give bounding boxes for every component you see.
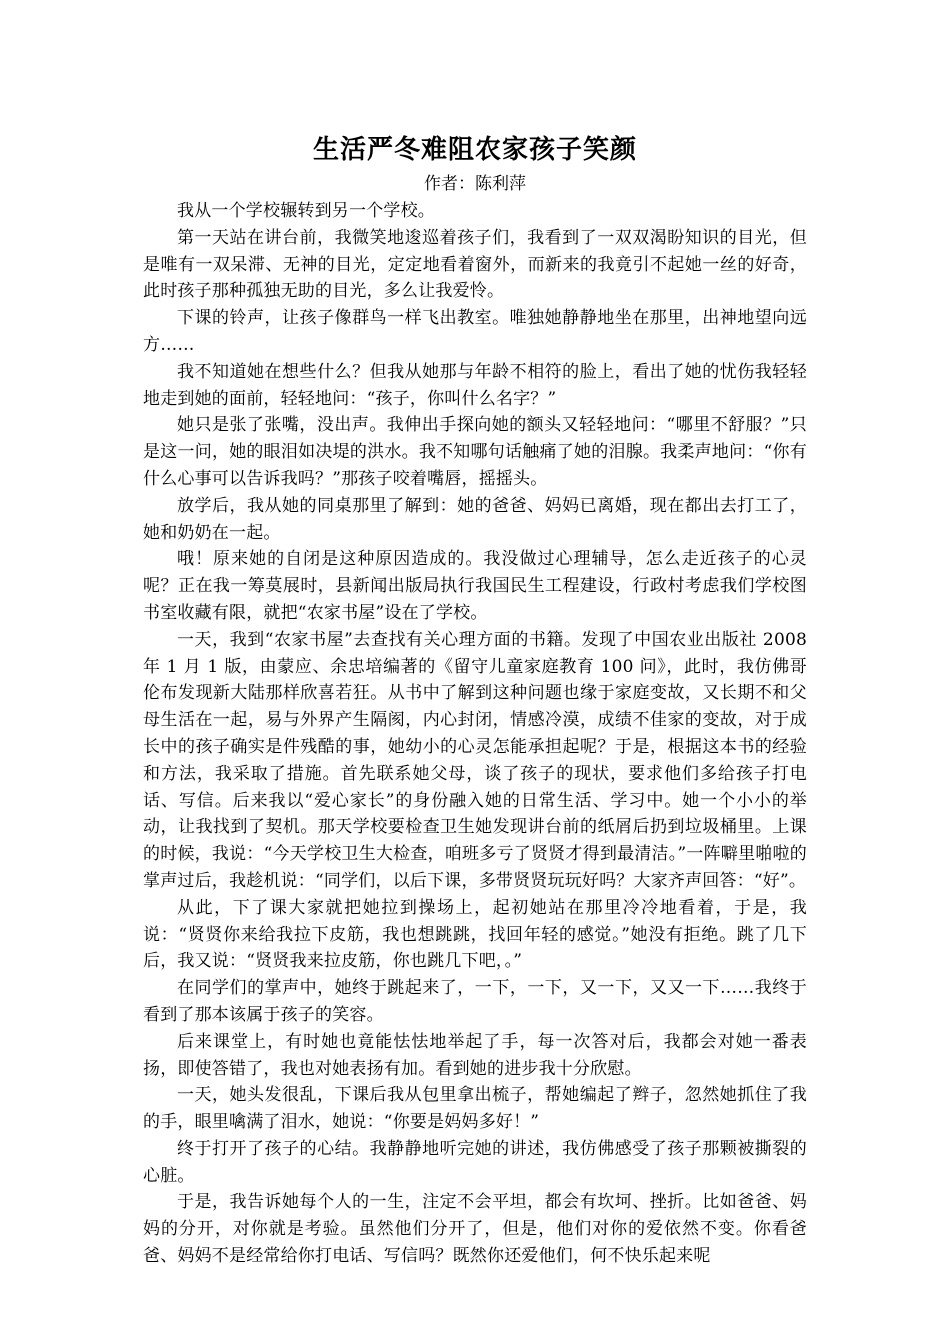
paragraph: 放学后，我从她的同桌那里了解到：她的爸爸、妈妈已离婚，现在都出去打工了，她和奶奶在一起。	[143, 495, 807, 543]
document-author: 作者：陈利萍	[424, 174, 526, 194]
paragraph: 从此，下了课大家就把她拉到操场上，起初她站在那里冷冷地看着，于是，我说：“贤贤你来给我拉下皮筋，我也想跳跳，找回年轻的感觉。”她没有拒绝。跳了几下后，我又说：“贤贤我来拉皮筋，你也跳几下吧，。”	[143, 897, 807, 972]
paragraph: 第一天站在讲台前，我微笑地逡巡着孩子们，我看到了一双双渴盼知识的目光，但是唯有一双呆滞、无神的目光，定定地看着窗外，而新来的我竟引不起她一丝的好奇，此时孩子那种孤独无助的目光，多么让我爱怜。	[143, 227, 807, 302]
paragraph: 她只是张了张嘴，没出声。我伸出手探向她的额头又轻轻地问：“哪里不舒服？”只是这一问，她的眼泪如决堤的洪水。我不知哪句话触痛了她的泪腺。我柔声地问：“你有什么心事可以告诉我吗？”那孩子咬着嘴唇，摇摇头。	[143, 415, 807, 489]
paragraph: 终于打开了孩子的心结。我静静地听完她的讲述，我仿佛感受了孩子那颗被撕裂的心脏。	[143, 1138, 807, 1186]
paragraph: 后来课堂上，有时她也竟能怯怯地举起了手，每一次答对后，我都会对她一番表扬，即使答错了，我也对她表扬有加。看到她的进步我十分欣慰。	[143, 1031, 807, 1079]
paragraph: 哦！原来她的自闭是这种原因造成的。我没做过心理辅导，怎么走近孩子的心灵呢？正在我一筹莫展时，县新闻出版局执行我国民生工程建设，行政村考虑我们学校图书室收藏有限，就把“农家书屋”设在了学校。	[143, 549, 807, 623]
paragraph: 在同学们的掌声中，她终于跳起来了，一下，一下，又一下，又又一下……我终于看到了那本该属于孩子的笑容。	[143, 978, 807, 1025]
paragraph: 我从一个学校辗转到另一个学校。	[177, 201, 435, 221]
paragraph: 一天，我到“农家书屋”去查找有关心理方面的书籍。发现了中国农业出版社 2008 年 1 月 1 版，由蒙应、余忠培编著的《留守儿童家庭教育 100 问》，此时，我仿佛哥伦布发现新大陆那样欣喜若狂。从书中了解到这种问题也缘于家庭变故，又长期不和父母生活在一起，易与外界产生隔阂，内心封闭，情感冷漠，成绩不佳家的变故，对于成长中的孩子确实是件残酷的事，她幼小的心灵怎能承担起呢？于是，根据这本书的经验和方法，我采取了措施。首先联系她父母，谈了孩子的现状，要求他们多给孩子打电话、写信。后来我以“爱心家长”的身份融入她的日常生活、学习中。她一个小小的举动，让我找到了契机。那天学校要检查卫生她发现讲台前的纸屑后扔到垃圾桶里。上课的时候，我说：“今天学校卫生大检查，咱班多亏了贤贤才得到最清洁。”一阵噼里啪啦的掌声过后，我趁机说：“同学们，以后下课，多带贤贤玩玩好吗？大家齐声回答：“好”。	[143, 629, 807, 891]
paragraph: 下课的铃声，让孩子像群鸟一样飞出教室。唯独她静静地坐在那里，出神地望向远方……	[143, 308, 807, 355]
document-title: 生活严冬难阻农家孩子笑颜	[312, 135, 637, 165]
paragraph: 我不知道她在想些什么？但我从她那与年龄不相符的脸上，看出了她的忧伤我轻轻地走到她的面前，轻轻地问：“孩子，你叫什么名字？”	[143, 361, 807, 409]
paragraph: 于是，我告诉她每个人的一生，注定不会平坦，都会有坎坷、挫折。比如爸爸、妈妈的分开，对你就是考验。虽然他们分开了，但是，他们对你的爱依然不变。你看爸爸、妈妈不是经常给你打电话、写信吗？既然你还爱他们，何不快乐起来呢	[143, 1192, 807, 1267]
document-body	[143, 130, 807, 1270]
paragraph: 一天，她头发很乱，下课后我从包里拿出梳子，帮她编起了辫子，忽然她抓住了我的手，眼里噙满了泪水，她说：“你要是妈妈多好！”	[143, 1085, 807, 1133]
